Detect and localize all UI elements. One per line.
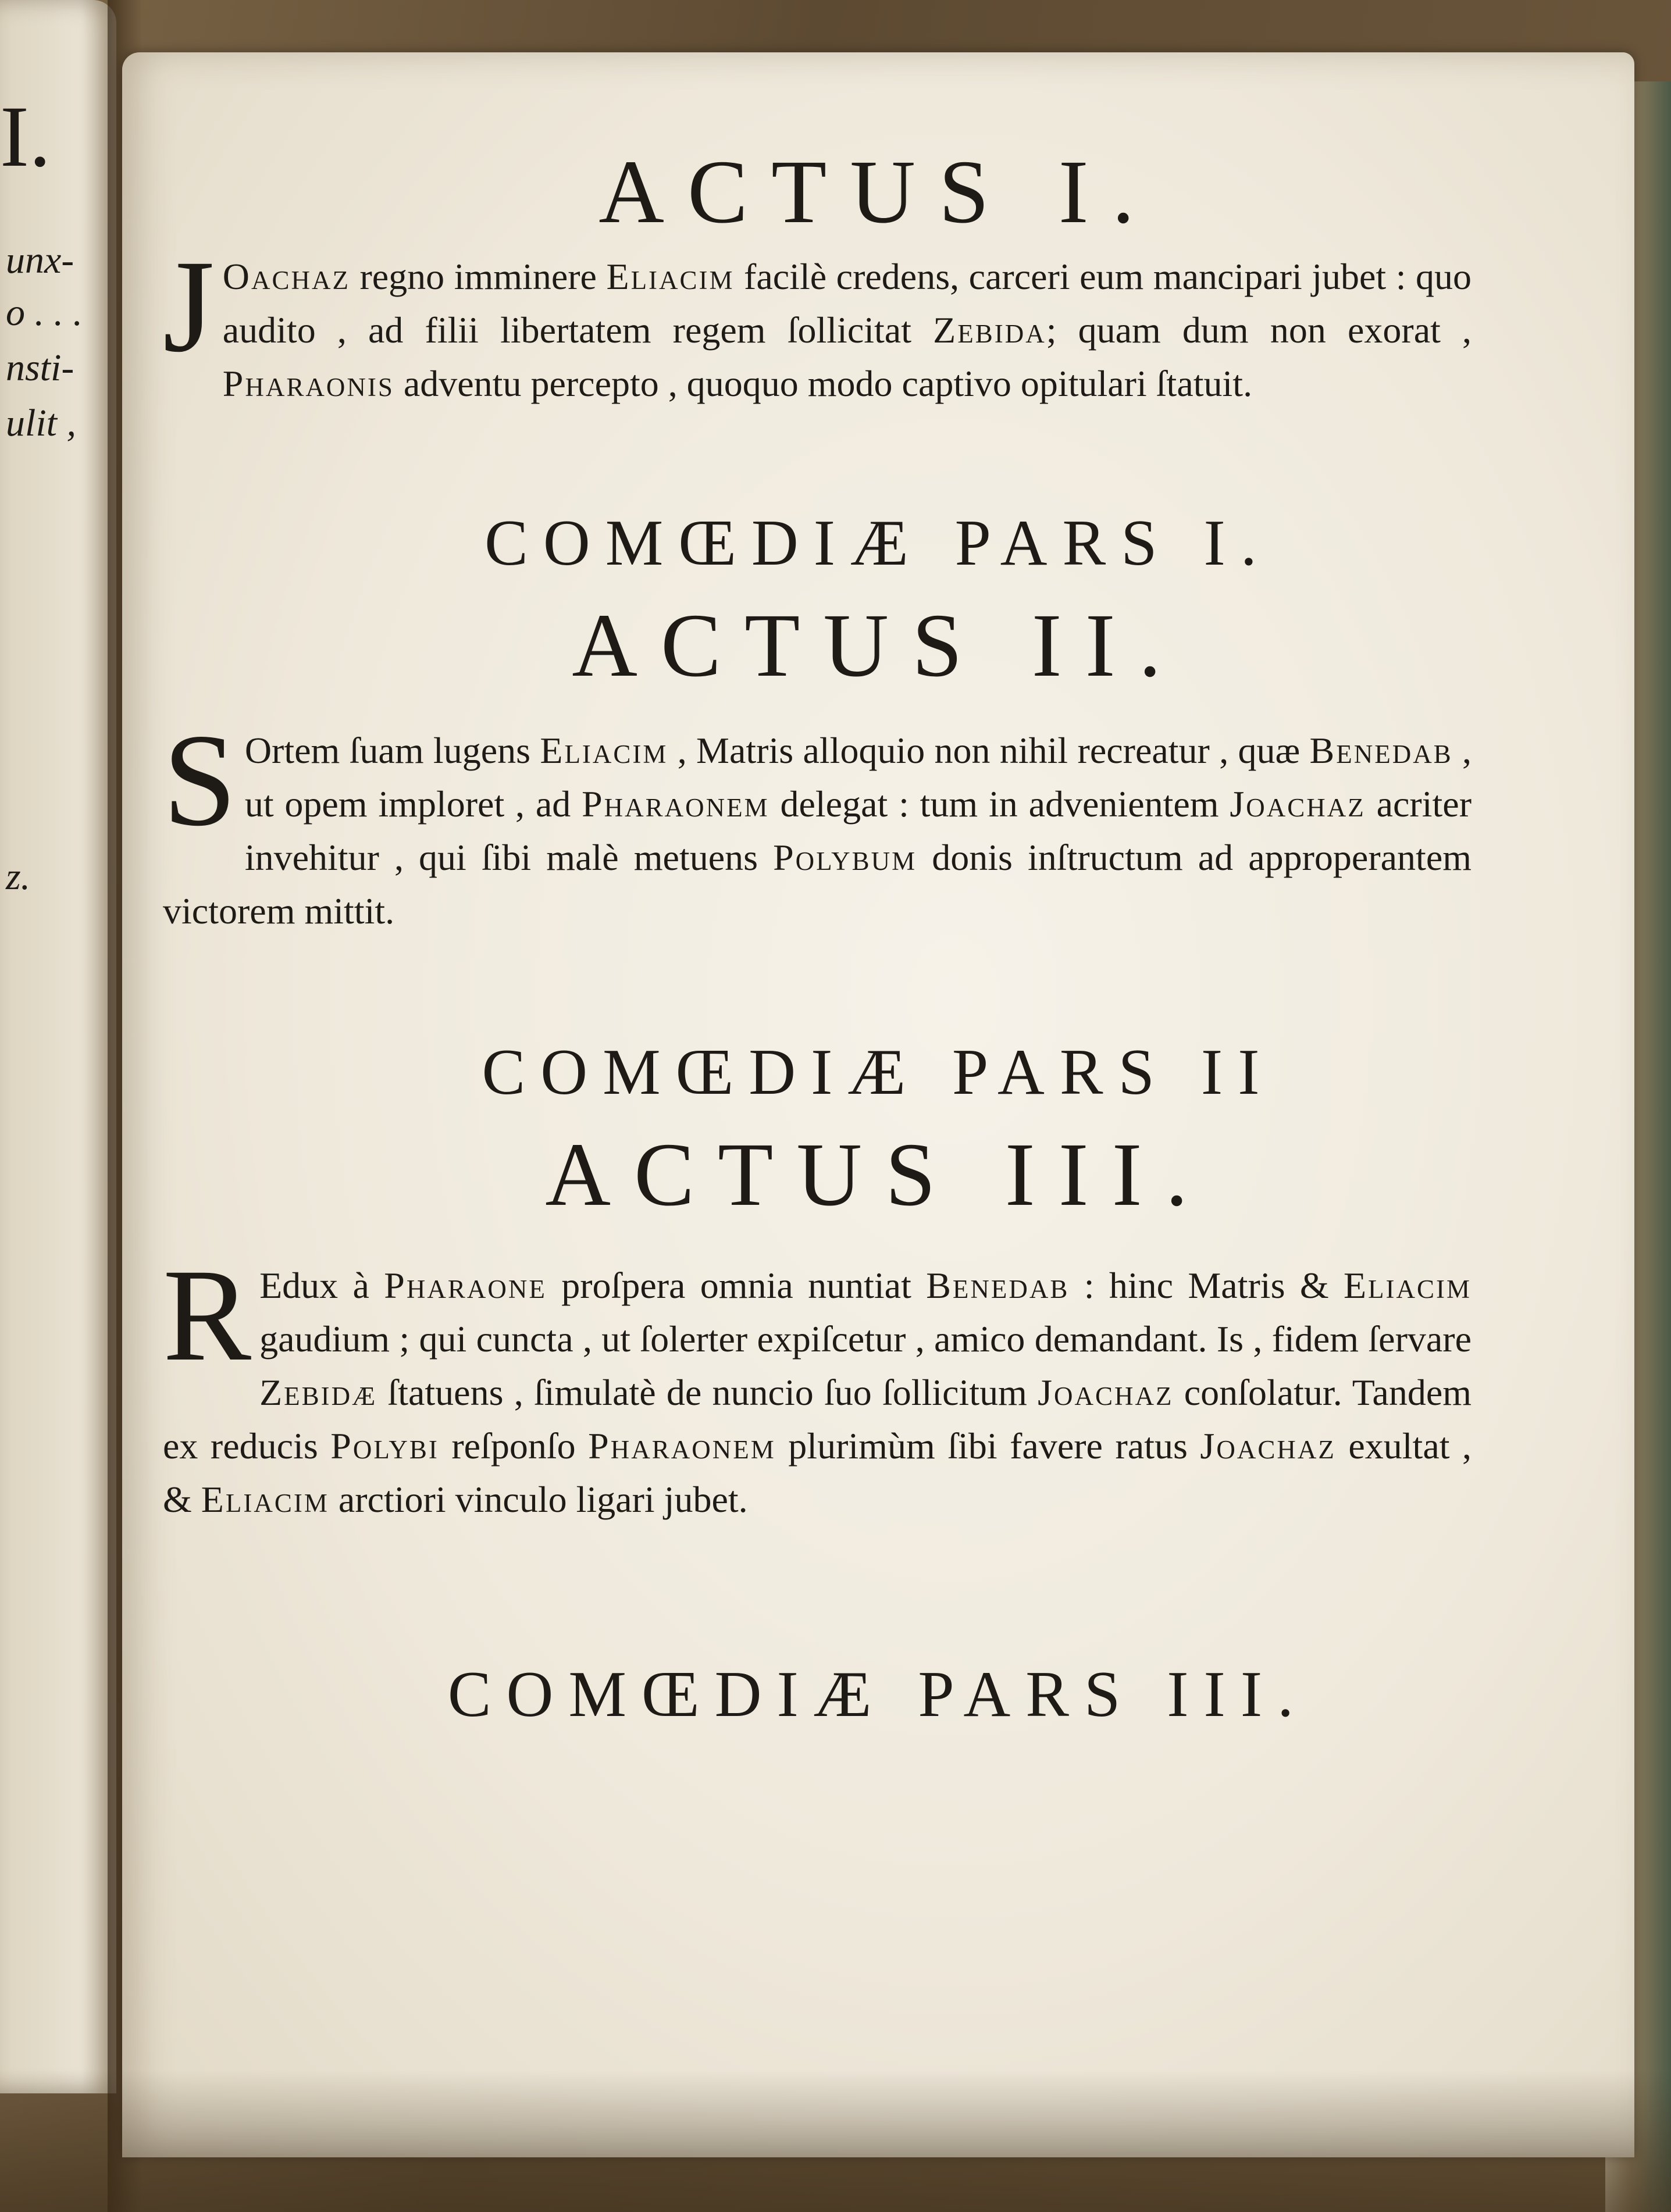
character-name: Pharaonis (222, 363, 394, 404)
left-page-fragment: unx- (6, 239, 74, 281)
pars-3-title: COMŒDIÆ PARS III. (447, 1658, 1309, 1731)
lower-page-shadow (0, 2070, 1671, 2212)
drop-cap: J (163, 233, 215, 380)
left-page (0, 0, 116, 2093)
character-name: Pharaonem (582, 783, 769, 825)
character-name: Polybum (773, 837, 917, 878)
pars-1-title: COMŒDIÆ PARS I. (484, 507, 1272, 579)
act-2-argument (163, 707, 1472, 938)
text-run: reſponſo (439, 1425, 589, 1467)
left-page-fragment: z. (6, 855, 31, 898)
text-run: ; quam dum non exorat , (1046, 309, 1472, 351)
character-name: Pharaonem (588, 1425, 776, 1467)
character-name: Pharaone (384, 1265, 547, 1306)
act-1-title: ACTUS I. (598, 141, 1158, 242)
text-run: acriter invehitur , qui ſibi malè metuens (244, 783, 1472, 878)
left-page-fragment: ulit , (6, 402, 77, 444)
text-run: arctiori vinculo ligari jubet. (329, 1479, 748, 1520)
text-run: : hinc Matris & (1069, 1265, 1344, 1306)
act-1-argument (163, 233, 1472, 411)
drop-cap: S (163, 707, 237, 854)
left-page-fragment: nsti- (6, 347, 74, 389)
text-run: donis inſtructum ad approperantem victorem mittit. (163, 837, 1472, 932)
text-run: plurimùm ſibi favere ratus (775, 1425, 1200, 1467)
text-run: conſolatur. Tandem ex reducis (163, 1372, 1472, 1467)
character-name: Benedab (926, 1265, 1070, 1306)
character-name: Eliacim (201, 1479, 329, 1520)
act-3-title: ACTUS III. (545, 1124, 1212, 1225)
text-run: , Matris alloquio non nihil recreatur , quæ (668, 730, 1310, 771)
left-page-heading: I. (0, 88, 51, 185)
text-run: adventu percepto , quoquo modo captivo opitulari ſtatuit. (394, 363, 1253, 404)
character-name: Eliacim (1343, 1265, 1472, 1306)
character-name: Eliacim (540, 730, 668, 771)
drop-cap: R (163, 1242, 252, 1389)
character-name: Oachaz (222, 256, 350, 297)
character-name: Joachaz (1230, 783, 1366, 825)
text-run: Ortem ſuam lugens (244, 730, 540, 771)
character-name: Polybi (330, 1425, 439, 1467)
text-run: ſtatuens , ſimulatè de nuncio ſuo ſollicitum (377, 1372, 1038, 1413)
book-page (122, 52, 1634, 2157)
pars-2-title: COMŒDIÆ PARS II (482, 1036, 1275, 1108)
paragraph-text (163, 1265, 1472, 1520)
text-run: delegat : tum in advenientem (769, 783, 1230, 825)
act-3-argument (163, 1242, 1472, 1526)
character-name: Joachaz (1200, 1425, 1336, 1467)
left-page-fragment: o . . . (6, 291, 83, 334)
character-name: Benedab (1309, 730, 1453, 771)
text-run: proſpera omnia nuntiat (546, 1265, 927, 1306)
act-2-title: ACTUS II. (572, 595, 1185, 695)
text-run: regno imminere (350, 256, 607, 297)
paragraph-text (223, 256, 1472, 404)
text-run: , ut opem imploret , ad (244, 730, 1472, 825)
text-run: Edux à (259, 1265, 384, 1306)
character-name: Joachaz (1038, 1372, 1174, 1413)
paragraph-text (163, 730, 1472, 932)
character-name: Zebidæ (259, 1372, 377, 1413)
character-name: Eliacim (606, 256, 735, 297)
character-name: Zebida (933, 309, 1046, 351)
text-run: gaudium ; qui cuncta , ut ſolerter expiſcetur , amico demandant. Is , fidem ſervare (259, 1318, 1472, 1360)
text-run: exultat , & (163, 1425, 1472, 1520)
text-run: facilè credens, carceri eum mancipari jubet : quo audito , ad filii libertatem regem ſollicitat (222, 256, 1472, 351)
